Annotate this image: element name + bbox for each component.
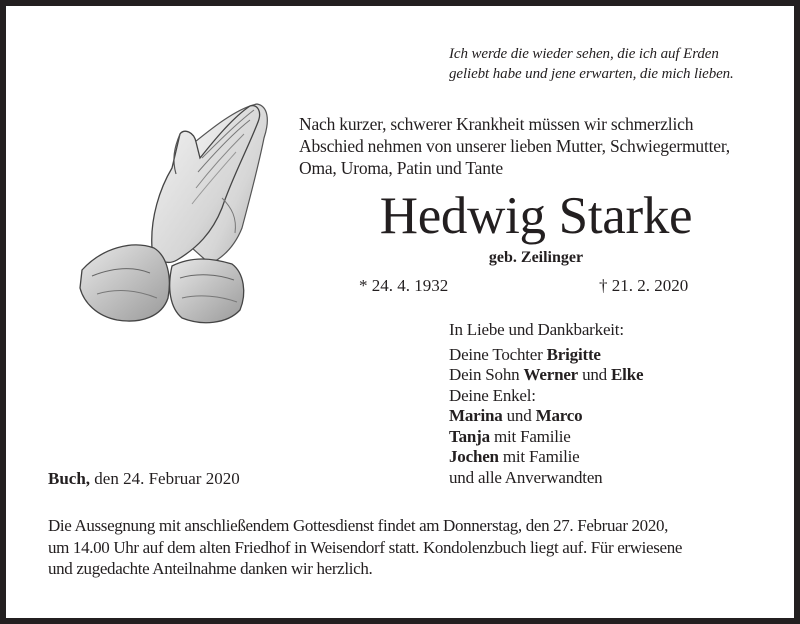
mourner-name: Jochen [449, 447, 499, 466]
quote-line: Ich werde die wieder sehen, die ich auf Erden [449, 46, 719, 62]
intro-line: Oma, Uroma, Patin und Tante [299, 158, 503, 178]
maiden-name: geb. Zeilinger [488, 249, 584, 266]
mourner-text: mit Familie [498, 447, 580, 466]
mourner-name: Tanja [449, 426, 490, 446]
mourner-line [449, 345, 643, 366]
mourner-line [449, 406, 643, 427]
mourner-name: Werner [523, 365, 579, 384]
intro-line: Abschied nehmen von unserer lieben Mutter, Schwiegermutter, [299, 136, 730, 156]
mourner-line [449, 447, 643, 468]
mourner-line [449, 365, 643, 386]
mourners-list [449, 320, 643, 488]
place-and-date [48, 468, 240, 490]
service-line: und zugedachte Anteilnahme danken wir herzlich. [48, 559, 373, 578]
mourner-text: und alle Anverwandten [449, 467, 603, 487]
praying-hands-icon [72, 98, 297, 326]
intro-line: Nach kurzer, schwerer Krankheit müssen wir schmerzlich [299, 114, 694, 134]
death-date: † 21. 2. 2020 [599, 276, 689, 295]
deceased-name: Hedwig Starke [379, 187, 693, 245]
intro-text [299, 113, 730, 179]
service-line: um 14.00 Uhr auf dem alten Friedhof in Weisendorf statt. Kondolenzbuch liegt auf. Für erwiesene [48, 537, 683, 557]
birth-date: * 24. 4. 1932 [359, 276, 449, 295]
mourner-name: Brigitte [546, 344, 601, 364]
mourner-text: mit Familie [489, 426, 571, 446]
mourner-text: Deine Tochter [449, 344, 547, 364]
mourner-text: Dein Sohn [449, 365, 524, 384]
mourner-name: Marina [449, 406, 503, 425]
service-line: Die Aussegnung mit anschließendem Gottesdienst findet am Donnerstag, den 27. Februar 2020, [48, 516, 669, 535]
mourner-line [449, 386, 643, 407]
epigraph-quote [449, 44, 779, 84]
mourner-line [449, 468, 643, 489]
mourners-heading: In Liebe und Dankbarkeit: [449, 320, 624, 339]
service-details [48, 515, 778, 580]
quote-line: geliebt habe und jene erwarten, die mich lieben. [449, 66, 734, 82]
mourner-text: Deine Enkel: [449, 385, 536, 405]
mourner-text: und [578, 365, 612, 384]
mourner-line [449, 427, 643, 448]
mourner-name: Elke [611, 365, 644, 384]
place: Buch, [48, 469, 91, 488]
mourner-text: und [502, 406, 536, 425]
date: den 24. Februar 2020 [90, 469, 240, 488]
mourner-name: Marco [535, 406, 583, 425]
